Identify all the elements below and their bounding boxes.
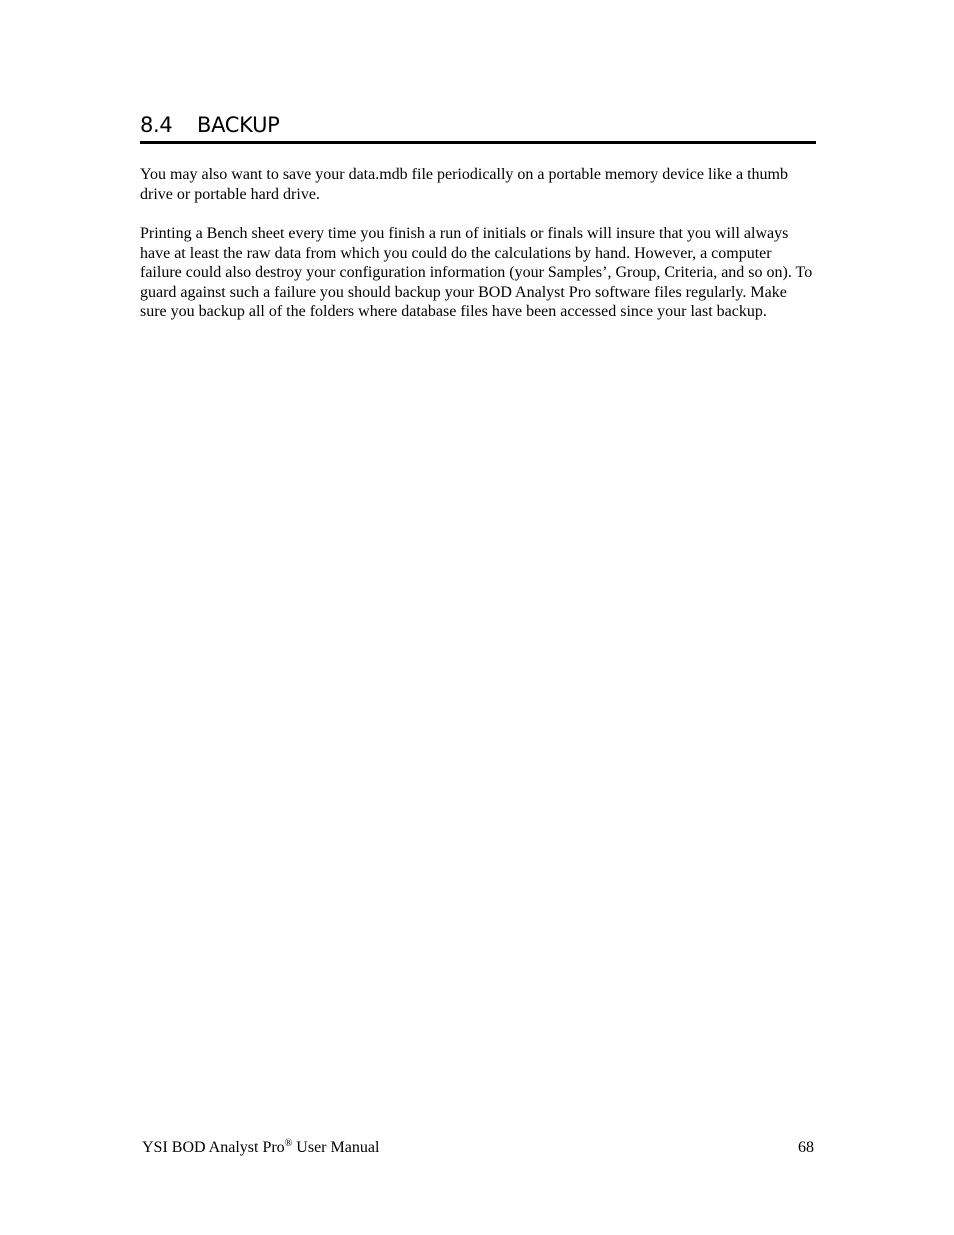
registered-trademark: ® (284, 1138, 293, 1149)
section-number: 8.4 (140, 113, 173, 137)
footer-doc-suffix: User Manual (292, 1139, 380, 1156)
page-number: 68 (798, 1139, 814, 1156)
page-footer (140, 1138, 816, 1160)
section-heading (140, 110, 816, 144)
body-paragraph-2: Printing a Bench sheet every time you finish a run of initials or finals will insure that you will always have at least the raw data from which you could do the calculations by hand. However, a computer failure could also destroy your configuration information (your Samples’, Group, Criteria, and so on). To guard against such a failure you should backup your BOD Analyst Pro software files regularly. Make sure you backup all of the folders where database files have been accessed since your last backup. (140, 225, 813, 321)
footer-doc-title (142, 1138, 379, 1158)
body-paragraph-1: You may also want to save your data.mdb file periodically on a portable memory device like a thumb drive or portable hard drive. (140, 166, 788, 203)
footer-product-name: YSI BOD Analyst Pro (142, 1139, 285, 1156)
section-title: BACKUP (197, 113, 280, 137)
